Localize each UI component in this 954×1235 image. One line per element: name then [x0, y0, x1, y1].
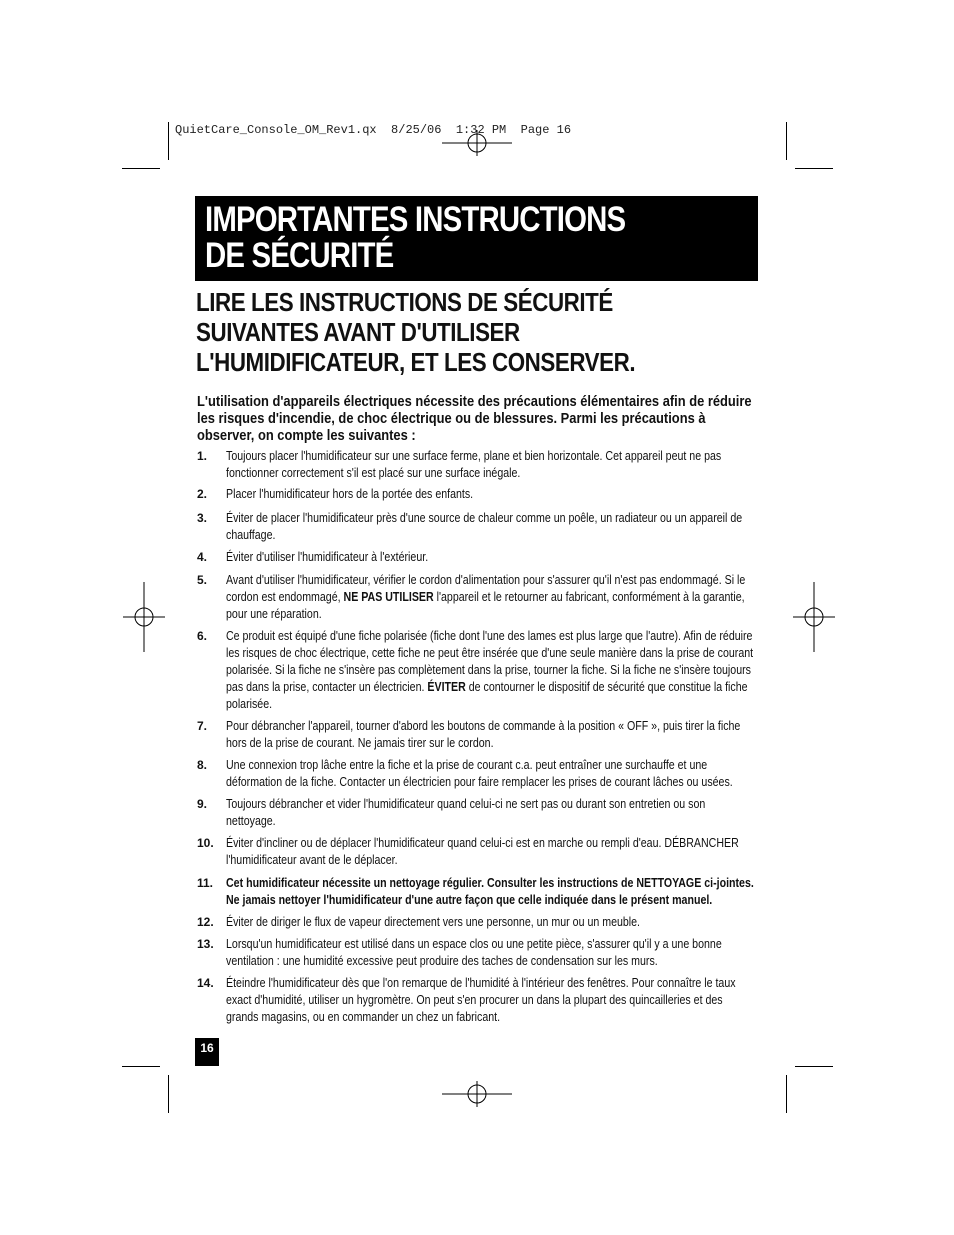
crop-mark-bottom-right-h — [795, 1066, 833, 1067]
item-text: hors de la prise de courant. Ne jamais tirer sur le cordon. — [226, 736, 494, 750]
item-text: fonctionner correctement s'il est placé sur une surface inégale. — [226, 466, 521, 480]
item-number: 10. — [197, 836, 214, 850]
crop-mark-top-right-v — [786, 122, 787, 160]
item-text-part: de contourner le dispositif de sécurité que constitue la fiche — [465, 680, 748, 694]
item-number: 11. — [197, 876, 214, 890]
registration-mark-left-icon — [109, 582, 179, 652]
crop-mark-top-right-h — [795, 168, 833, 169]
item-text: Ne jamais nettoyer l'humidificateur d'une autre façon que celle indiquée dans le présent manuel. — [226, 893, 713, 907]
item-text-part: cordon est endommagé, — [226, 590, 344, 604]
page-title-line-1: IMPORTANTES INSTRUCTIONS — [205, 200, 626, 239]
item-number: 1. — [197, 449, 208, 463]
emphasis-text: ÉVITER — [427, 680, 466, 694]
subtitle-line-2: SUIVANTES AVANT D'UTILISER — [196, 317, 520, 347]
item-number: 2. — [197, 487, 208, 501]
item-text: Éviter de placer l'humidificateur près d'une source de chaleur comme un poêle, un radiateur ou un appareil de — [226, 511, 743, 525]
item-text: ventilation : une humidité excessive peut produire des taches de condensation sur les murs. — [226, 954, 658, 968]
item-text: Éteindre l'humidificateur dès que l'on remarque de l'humidité à l'intérieur des fenêtres. Pour connaître le taux — [226, 976, 736, 990]
item-number: 4. — [197, 550, 208, 564]
intro-line-2: les risques d'incendie, de choc électrique ou de blessures. Parmi les précautions à — [197, 410, 706, 427]
subtitle-line-3: L'HUMIDIFICATEUR, ET LES CONSERVER. — [196, 347, 636, 377]
item-number: 5. — [197, 573, 208, 587]
item-text-part: pas dans la prise, contacter un électricien. — [226, 680, 428, 694]
item-text: Avant d'utiliser l'humidificateur, vérifier le cordon d'alimentation pour s'assurer qu'il n'est pas endommagé. Si le — [226, 573, 746, 587]
subtitle-line-1: LIRE LES INSTRUCTIONS DE SÉCURITÉ — [196, 287, 613, 317]
item-text: exact d'humidité, utiliser un hygromètre. On peut s'en procurer un dans la plupart des quincailleries et des — [226, 993, 723, 1007]
intro-paragraph — [197, 393, 756, 444]
emphasis-text: NE PAS UTILISER — [343, 590, 434, 604]
item-text — [226, 679, 753, 696]
item-text: Éviter d'utiliser l'humidificateur à l'extérieur. — [226, 550, 429, 564]
item-text: Éviter d'incliner ou de déplacer l'humidificateur quand celui-ci est en marche ou rempli d'eau. DÉBRANCHER — [226, 836, 739, 850]
item-number: 14. — [197, 976, 214, 990]
registration-mark-bottom-icon — [442, 1059, 512, 1129]
item-text: Placer l'humidificateur hors de la portée des enfants. — [226, 487, 474, 501]
item-text: nettoyage. — [226, 814, 276, 828]
intro-line-3: observer, on compte les suivantes : — [197, 427, 416, 444]
item-text: grands magasins, ou en commander un chez un fabricant. — [226, 1010, 501, 1024]
registration-mark-top-icon — [442, 108, 512, 178]
item-number: 8. — [197, 758, 208, 772]
item-text: Toujours placer l'humidificateur sur une surface ferme, plane et bien horizontale. Cet appareil peut ne pas — [226, 449, 722, 463]
item-text: polarisée. — [226, 697, 273, 711]
title-banner — [195, 196, 758, 281]
item-number: 12. — [197, 915, 214, 929]
item-text: Toujours débrancher et vider l'humidificateur quand celui-ci ne sert pas ou durant son entretien ou son — [226, 797, 706, 811]
item-number: 6. — [197, 629, 208, 643]
item-text: Lorsqu'un humidificateur est utilisé dans un espace clos ou une petite pièce, s'assurer qu'il y a une bonne — [226, 937, 722, 951]
item-text: l'humidificateur avant de le déplacer. — [226, 853, 398, 867]
page-number: 16 — [195, 1038, 219, 1066]
crop-mark-top-left-v — [168, 122, 169, 160]
item-text: les risques de choc électrique, cette fiche ne peut être insérée que d'une seule manière dans la prise de courant — [226, 646, 754, 660]
item-number: 3. — [197, 511, 208, 525]
item-text: polarisée. Si la fiche ne s'insère pas complètement dans la prise, tourner la fiche. Si la fiche ne s'insère toujours — [226, 663, 751, 677]
crop-mark-top-left-h — [122, 168, 160, 169]
item-text: chauffage. — [226, 528, 276, 542]
item-text: Cet humidificateur nécessite un nettoyage régulier. Consulter les instructions de NETTOYAGE ci-jointes. — [226, 876, 754, 890]
item-text: Une connexion trop lâche entre la fiche et la prise de courant c.a. peut entraîner une surchauffe et une — [226, 758, 708, 772]
registration-mark-right-icon — [779, 582, 849, 652]
item-number: 13. — [197, 937, 214, 951]
item-text: Pour débrancher l'appareil, tourner d'abord les boutons de commande à la position « OFF », puis tirer la fiche — [226, 719, 741, 733]
item-text: Ce produit est équipé d'une fiche polarisée (fiche dont l'une des lames est plus large que l'autre). Afin de réduire — [226, 629, 753, 643]
crop-mark-bottom-left-v — [168, 1075, 169, 1113]
page-title-line-2: DE SÉCURITÉ — [205, 236, 394, 275]
subtitle — [196, 287, 635, 377]
crop-mark-bottom-right-v — [786, 1075, 787, 1113]
item-text: déformation de la fiche. Contacter un électricien pour faire remplacer les prises de courant lâches ou usées. — [226, 775, 733, 789]
item-number: 9. — [197, 797, 208, 811]
item-text: pour une réparation. — [226, 607, 322, 621]
print-slug: QuietCare_Console_OM_Rev1.qx 8/25/06 1:32 PM Page 16 — [175, 123, 572, 137]
intro-line-1: L'utilisation d'appareils électriques nécessite des précautions élémentaires afin de réduire — [197, 393, 752, 410]
item-number: 7. — [197, 719, 208, 733]
item-text — [226, 589, 753, 606]
item-text: Éviter de diriger le flux de vapeur directement vers une personne, un mur ou un meuble. — [226, 915, 641, 929]
crop-mark-bottom-left-h — [122, 1066, 160, 1067]
item-text-part: l'appareil et le retourner au fabricant, conformément à la garantie, — [433, 590, 745, 604]
